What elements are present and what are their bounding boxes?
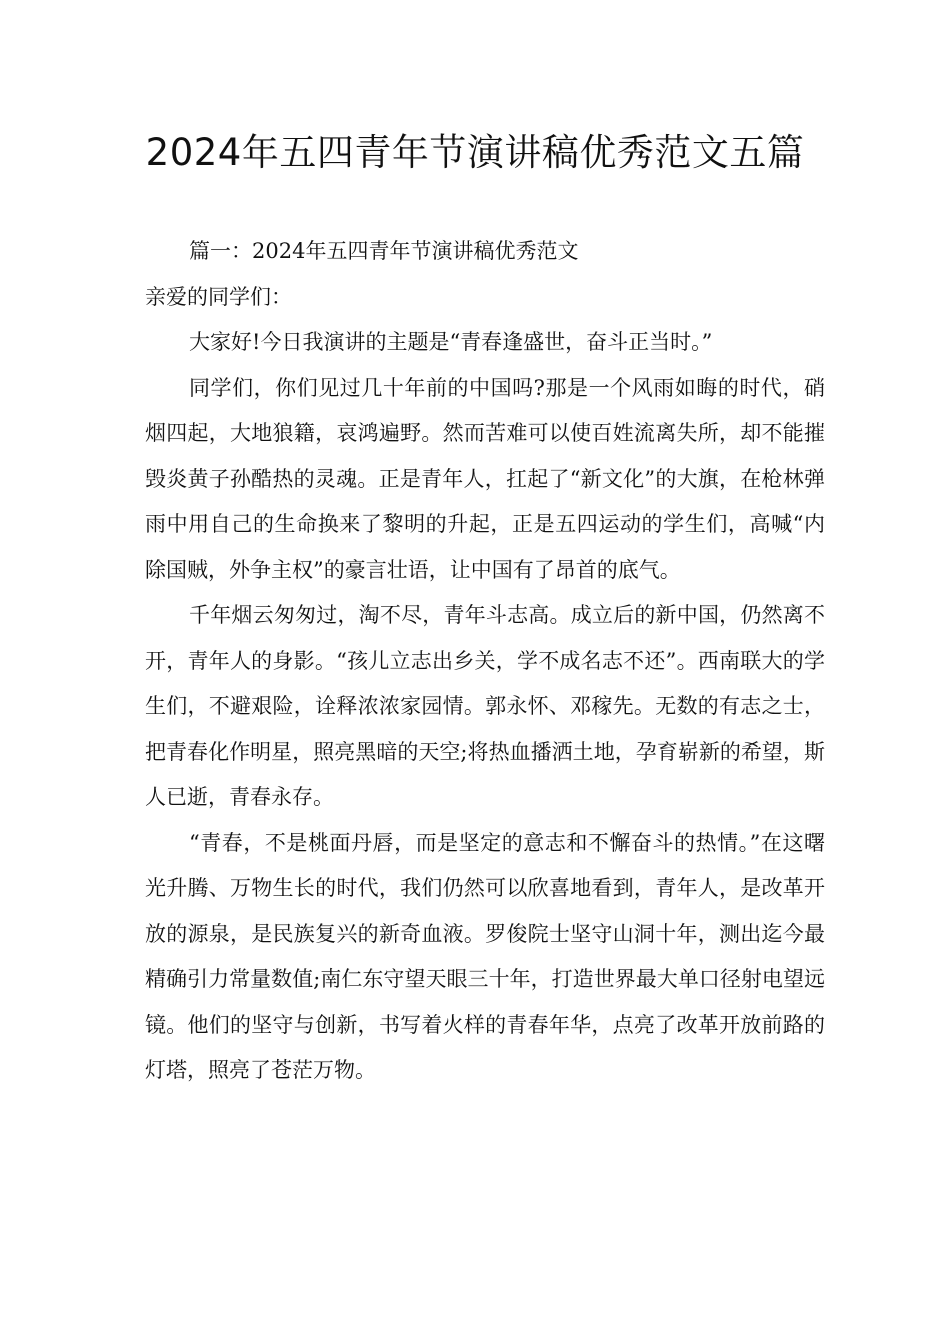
paragraph-reform: “青春，不是桃面丹唇，而是坚定的意志和不懈奋斗的热情。”在这曙光升腾、万物生长的时代，我们仍然可以欣喜地看到，青年人，是改革开放的源泉，是民族复兴的新奇血液。罗俊院士坚守山洞十年，测出迄今最精确引力常量数值;南仁东守望天眼三十年，打造世界最大单口径射电望远镜。他们的坚守与创新，书写着火样的青春年华，点亮了改革开放前路的灯塔，照亮了苍茫万物。: [145, 830, 825, 1082]
section-heading: 篇一：2024年五四青年节演讲稿优秀范文: [189, 239, 579, 263]
salutation: 亲爱的同学们：: [145, 284, 292, 309]
paragraph-greeting: 大家好!今日我演讲的主题是“青春逢盛世，奋斗正当时。”: [189, 330, 713, 354]
document-title: 2024年五四青年节演讲稿优秀范文五篇: [145, 131, 805, 174]
paragraph-new-china: 千年烟云匆匆过，淘不尽，青年斗志高。成立后的新中国，仍然离不开，青年人的身影。“孩儿立志出乡关，学不成名志不还”。西南联大的学生们，不避艰险，诠释浓浓家园情。郭永怀、邓稼先。无数的有志之士，把青春化作明星，照亮黑暗的天空;将热血播洒土地，孕育崭新的希望，斯人已逝，青春永存。: [145, 603, 825, 809]
document-body: [145, 229, 825, 1094]
paragraph-history: 同学们，你们见过几十年前的中国吗?那是一个风雨如晦的时代，硝烟四起，大地狼籍，哀鸿遍野。然而苦难可以使百姓流离失所，却不能摧毁炎黄子孙酷热的灵魂。正是青年人，扛起了“新文化”的大旗，在枪林弹雨中用自己的生命换来了黎明的升起，正是五四运动的学生们，高喊“内除国贼，外争主权”的豪言壮语，让中国有了昂首的底气。: [145, 375, 825, 582]
